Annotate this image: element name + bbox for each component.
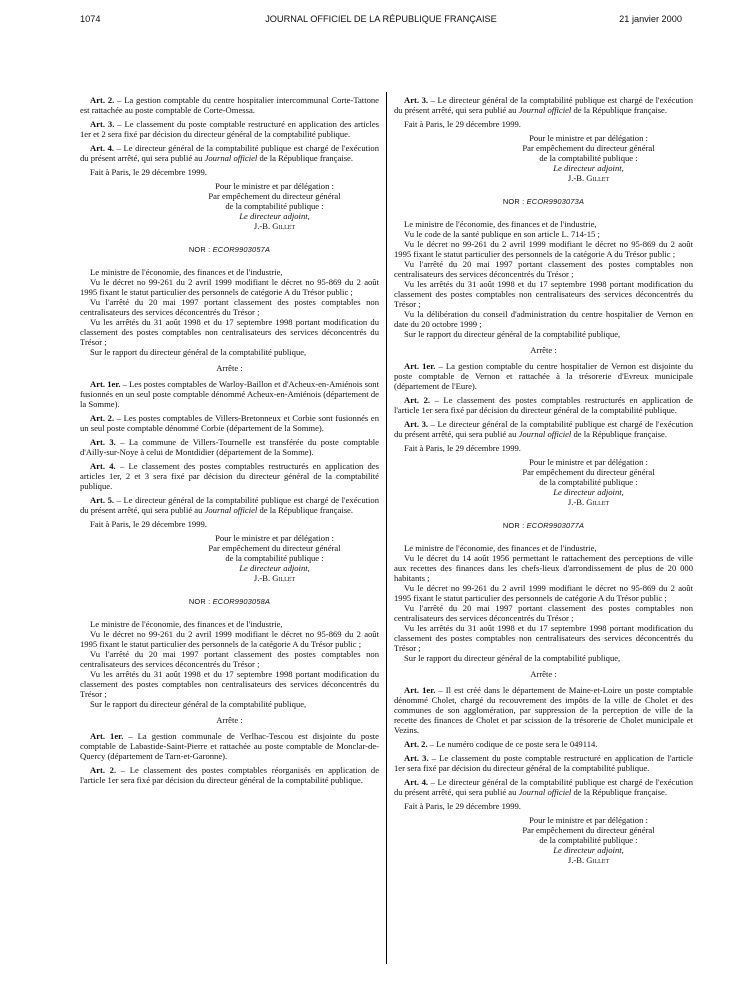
- nor-prefix: NOR :: [188, 597, 213, 606]
- article: [394, 753, 693, 773]
- article-text: – Le directeur général de la comptabilité publique est chargé de l'exécution du présent arrêté, qui sera publié au: [80, 143, 379, 163]
- visa-line: Le ministre de l'économie, des finances et de l'industrie,: [404, 219, 597, 229]
- article-text: – La commune de Villers-Tournelle est transférée du poste comptable d'Ailly-sur-Noye à celui de Montdidier (département de la Somme).: [80, 437, 379, 457]
- signature-line: Par empêchement du directeur général: [208, 543, 341, 553]
- signatory-title: Le directeur adjoint,: [239, 211, 310, 221]
- visas: [394, 219, 693, 339]
- article-text: – Le classement des postes comptables réorganisés en application de l'article 1er sera fixé par décision du directeur général de la comptabilité publique.: [80, 765, 380, 785]
- nor-prefix: NOR :: [502, 521, 527, 530]
- articles: [80, 731, 379, 785]
- visa-line: Vu l'arrêté du 20 mai 1997 portant classement des postes comptables non centralisateurs des services déconcentrés du Trésor ;: [394, 259, 693, 279]
- visas: [80, 619, 379, 709]
- visa-line: Vu l'arrêté du 20 mai 1997 portant classement des postes comptables non centralisateurs des services déconcentrés du Trésor ;: [394, 603, 693, 623]
- nor-reference: [80, 597, 379, 607]
- signatory-title: Le directeur adjoint,: [239, 563, 310, 573]
- article: [80, 143, 379, 163]
- article-journal-ref: Journal officiel: [204, 153, 258, 163]
- article-text: – Le classement des postes comptables restructurés en application de l'article 1er sera fixé par décision du directeur général de la comptabilité publique.: [394, 395, 693, 415]
- signature-line: de la comptabilité publique :: [539, 835, 638, 845]
- nor-reference: [394, 521, 693, 531]
- visa-line: Sur le rapport du directeur général de la comptabilité publique,: [90, 699, 307, 709]
- signature-block: [394, 119, 693, 183]
- article-text: – Les postes comptables de Villers-Bretonneux et Corbie sont fusionnés en un seul poste comptable dénommé Corbie (département de la Somme).: [80, 413, 380, 433]
- visa-line: Le ministre de l'économie, des finances et de l'industrie,: [90, 619, 283, 629]
- arrete-heading: Arrête :: [530, 669, 557, 679]
- article-text: – Le classement des postes comptables restructurés en application des articles 1er, 2 et 3 sera fixé par décision du directeur général de la comptabilité publique.: [80, 461, 380, 491]
- articles: [394, 685, 693, 797]
- visa-line: Vu les arrêtés du 31 août 1998 et du 17 septembre 1998 portant modification du classement des postes comptables non centralisateurs des services déconcentrés du Trésor ;: [394, 623, 693, 653]
- signatory-name: J.-B. Gillet: [253, 221, 296, 231]
- article-text: – La gestion comptable du centre hospitalier de Vernon est disjointe du poste comptable de Vernon et rattachée à la trésorerie d'Evreux municipale (département de l'Eure).: [394, 361, 693, 391]
- article: [394, 739, 693, 749]
- left-column: [80, 95, 379, 789]
- article: [80, 731, 379, 761]
- article-journal-ref: Journal officiel: [518, 787, 572, 797]
- signature-line: Par empêchement du directeur général: [522, 467, 655, 477]
- signatory-name: J.-B. Gillet: [567, 497, 610, 507]
- article-label: Art. 1er.: [404, 361, 436, 371]
- article-label: Art. 3.: [90, 437, 116, 447]
- article-text: – Le directeur général de la comptabilité publique est chargé de l'exécution du présent arrêté, qui sera publié au: [394, 95, 693, 115]
- arrete-heading: Arrête :: [530, 345, 557, 355]
- visa-line: Vu le décret no 99-261 du 2 avril 1999 modifiant le décret no 95-869 du 2 août 1995 fixant le statut particulier des personnels de la catégorie A du Trésor public ;: [80, 629, 379, 649]
- article-text: – Le directeur général de la comptabilité publique est chargé de l'exécution du présent arrêté, qui sera publié au: [394, 777, 693, 797]
- signature-line: Pour le ministre et par délégation :: [529, 815, 648, 825]
- signatory-name: J.-B. Gillet: [567, 855, 610, 865]
- article: [80, 95, 379, 115]
- issue-date: 21 janvier 2000: [619, 14, 682, 24]
- right-top-articles: [394, 95, 693, 115]
- article-text-after: de la République française.: [571, 429, 667, 439]
- signature-line: Pour le ministre et par délégation :: [529, 133, 648, 143]
- visa-line: Vu la délibération du conseil d'administration du centre hospitalier de Vernon en date du 20 octobre 1999 ;: [394, 309, 693, 329]
- article-label: Art. 4.: [404, 777, 429, 787]
- article-text: – Le directeur général de la comptabilité publique est chargé de l'exécution du présent arrêté, qui sera publié au: [394, 419, 693, 439]
- column-divider: [386, 92, 387, 964]
- signature-line: Par empêchement du directeur général: [522, 825, 655, 835]
- nor-code: ECOR9903077A: [526, 521, 585, 530]
- signatory-title: Le directeur adjoint,: [553, 163, 624, 173]
- article: [394, 95, 693, 115]
- article-journal-ref: Journal officiel: [518, 105, 572, 115]
- signature-block: [80, 519, 379, 583]
- articles: [394, 361, 693, 439]
- visas: [80, 267, 379, 357]
- article-text: – Le classement du poste comptable restructuré en application des articles 1er et 2 sera fixé par décision du directeur général de la comptabilité publique.: [80, 119, 380, 139]
- visa-line: Sur le rapport du directeur général de la comptabilité publique,: [404, 329, 621, 339]
- article-label: Art. 3.: [90, 119, 115, 129]
- signature-line: de la comptabilité publique :: [539, 477, 638, 487]
- signed-place-date: Fait à Paris, le 29 décembre 1999.: [404, 119, 521, 129]
- visa-line: Vu l'arrêté du 20 mai 1997 portant classement des postes comptables non centralisateurs des services déconcentrés du Trésor ;: [80, 297, 379, 317]
- article-journal-ref: Journal officiel: [204, 505, 258, 515]
- left-top-articles: [80, 95, 379, 163]
- nor-prefix: NOR :: [502, 197, 527, 206]
- visa-line: Le ministre de l'économie, des finances et de l'industrie,: [90, 267, 283, 277]
- article-text: – Le classement du poste comptable restructuré en application de l'article 1er sera fixé par décision du directeur général de la comptabilité publique.: [394, 753, 693, 773]
- article-text: – Il est créé dans le département de Maine-et-Loire un poste comptable dénommé Cholet, chargé du recouvrement des impôts de la ville de Cholet et des communes de son agglomération, par suppression de la perception de ville de la recette des finances de Cholet et par scission de la trésorerie de Cholet municipale et Vezins.: [394, 685, 693, 735]
- nor-code: ECOR9903073A: [526, 197, 585, 206]
- signature-line: Par empêchement du directeur général: [522, 143, 655, 153]
- article: [80, 413, 379, 433]
- article: [80, 119, 379, 139]
- visa-line: Vu les arrêtés du 31 août 1998 et du 17 septembre 1998 portant modification du classement des postes comptables non centralisateurs des services déconcentrés du Trésor ;: [80, 669, 379, 699]
- nor-code: ECOR9903057A: [212, 245, 271, 254]
- article-label: Art. 2.: [90, 765, 117, 775]
- article: [80, 437, 379, 457]
- signature-block: [394, 443, 693, 507]
- signature-line: Par empêchement du directeur général: [208, 191, 341, 201]
- article-label: Art. 2.: [90, 95, 115, 105]
- visa-line: Le ministre de l'économie, des finances et de l'industrie,: [404, 543, 597, 553]
- article: [394, 395, 693, 415]
- page-header: [80, 14, 682, 28]
- signature-line: Pour le ministre et par délégation :: [215, 181, 334, 191]
- article-label: Art. 3.: [404, 753, 429, 763]
- signature-line: Pour le ministre et par délégation :: [215, 533, 334, 543]
- page-number: 1074: [80, 14, 101, 24]
- article: [80, 461, 379, 491]
- article-label: Art. 2.: [404, 395, 431, 405]
- signature-line: de la comptabilité publique :: [539, 153, 638, 163]
- article: [394, 361, 693, 391]
- article-text: – Les postes comptables de Warloy-Baillon et d'Acheux-en-Amiénois sont fusionnés en un seul poste comptable dénommé Acheux-en-Amiénois (département de la Somme).: [80, 379, 379, 409]
- signatory-name: J.-B. Gillet: [253, 573, 296, 583]
- visa-line: Vu l'arrêté du 20 mai 1997 portant classement des postes comptables non centralisateurs des services déconcentrés du Trésor ;: [80, 649, 379, 669]
- article-label: Art. 2.: [404, 739, 428, 749]
- article-journal-ref: Journal officiel: [518, 429, 572, 439]
- visa-line: Vu le décret no 99-261 du 2 avril 1999 modifiant le décret no 95-869 du 2 août 1995 fixant le statut particulier des personnels de catégorie A du Trésor public ;: [394, 583, 693, 603]
- signature-line: de la comptabilité publique :: [225, 553, 324, 563]
- visa-line: Sur le rapport du directeur général de la comptabilité publique,: [404, 653, 621, 663]
- visa-line: Vu les arrêtés du 31 août 1998 et du 17 septembre 1998 portant modification du classement des postes comptables non centralisateurs des services déconcentrés du Trésor ;: [394, 279, 693, 309]
- signed-place-date: Fait à Paris, le 29 décembre 1999.: [90, 167, 207, 177]
- journal-title: JOURNAL OFFICIEL DE LA RÉPUBLIQUE FRANÇAISE: [265, 14, 497, 24]
- article-label: Art. 1er.: [90, 379, 121, 389]
- article: [80, 765, 379, 785]
- visa-line: Vu le code de la santé publique en son article L. 714-15 ;: [404, 229, 600, 239]
- signature-line: Pour le ministre et par délégation :: [529, 457, 648, 467]
- signature-block: [80, 167, 379, 231]
- article: [394, 777, 693, 797]
- article: [80, 495, 379, 515]
- signatory-name: J.-B. Gillet: [567, 173, 610, 183]
- article-label: Art. 2.: [90, 413, 115, 423]
- article-text-after: de la République française.: [257, 505, 353, 515]
- arrete-heading: Arrête :: [216, 715, 243, 725]
- nor-reference: [394, 197, 693, 207]
- signature-line: de la comptabilité publique :: [225, 201, 324, 211]
- articles: [80, 379, 379, 515]
- article-text-after: de la République française.: [571, 787, 667, 797]
- article-label: Art. 5.: [90, 495, 115, 505]
- signed-place-date: Fait à Paris, le 29 décembre 1999.: [90, 519, 207, 529]
- nor-prefix: NOR :: [188, 245, 213, 254]
- article-label: Art. 1er.: [404, 685, 436, 695]
- signatory-title: Le directeur adjoint,: [553, 845, 624, 855]
- right-column: [394, 95, 693, 871]
- article-text-after: de la République française.: [257, 153, 353, 163]
- article: [394, 685, 693, 735]
- signed-place-date: Fait à Paris, le 29 décembre 1999.: [404, 443, 521, 453]
- article-label: Art. 1er.: [90, 731, 124, 741]
- article-label: Art. 4.: [90, 461, 116, 471]
- nor-reference: [80, 245, 379, 255]
- visa-line: Vu le décret du 14 août 1956 permettant le rattachement des perceptions de ville aux recettes des finances dans les chefs-lieux d'arrondissement de plus de 20 000 habitants ;: [394, 553, 693, 583]
- visa-line: Vu les arrêtés du 31 août 1998 et du 17 septembre 1998 portant modification du classement des postes comptables non centralisateurs des services déconcentrés du Trésor ;: [80, 317, 379, 347]
- article-label: Art. 3.: [404, 95, 429, 105]
- signatory-title: Le directeur adjoint,: [553, 487, 624, 497]
- article-text: – Le directeur général de la comptabilité publique est chargé de l'exécution du présent arrêté, qui sera publié au: [80, 495, 379, 515]
- nor-code: ECOR9903058A: [212, 597, 271, 606]
- article: [394, 419, 693, 439]
- signature-block: [394, 801, 693, 865]
- article: [80, 379, 379, 409]
- signed-place-date: Fait à Paris, le 29 décembre 1999.: [404, 801, 521, 811]
- visa-line: Vu le décret no 99-261 du 2 avril 1999 modifiant le décret no 95-869 du 2 août 1995 fixant le statut particulier des personnels de catégorie A du Trésor public ;: [80, 277, 379, 297]
- article-text: – La gestion comptable du centre hospitalier intercommunal Corte-Tattone est rattachée au poste comptable de Corte-Omessa.: [80, 95, 379, 115]
- visa-line: Vu le décret no 99-261 du 2 avril 1999 modifiant le décret no 95-869 du 2 août 1995 fixant le statut particulier des personnels de la catégorie A du Trésor public ;: [394, 239, 693, 259]
- article-label: Art. 3.: [404, 419, 429, 429]
- visa-line: Sur le rapport du directeur général de la comptabilité publique,: [90, 347, 307, 357]
- article-text: – La gestion communale de Verlhac-Tescou est disjointe du poste comptable de Labastide-Saint-Pierre et rattachée au poste comptable de Monclar-de-Quercy (département de Tarn-et-Garonne).: [80, 731, 379, 761]
- article-label: Art. 4.: [90, 143, 115, 153]
- arrete-heading: Arrête :: [216, 363, 243, 373]
- visas: [394, 543, 693, 663]
- article-text-after: de la République française.: [571, 105, 667, 115]
- article-text: – Le numéro codique de ce poste sera le 049114.: [427, 739, 598, 749]
